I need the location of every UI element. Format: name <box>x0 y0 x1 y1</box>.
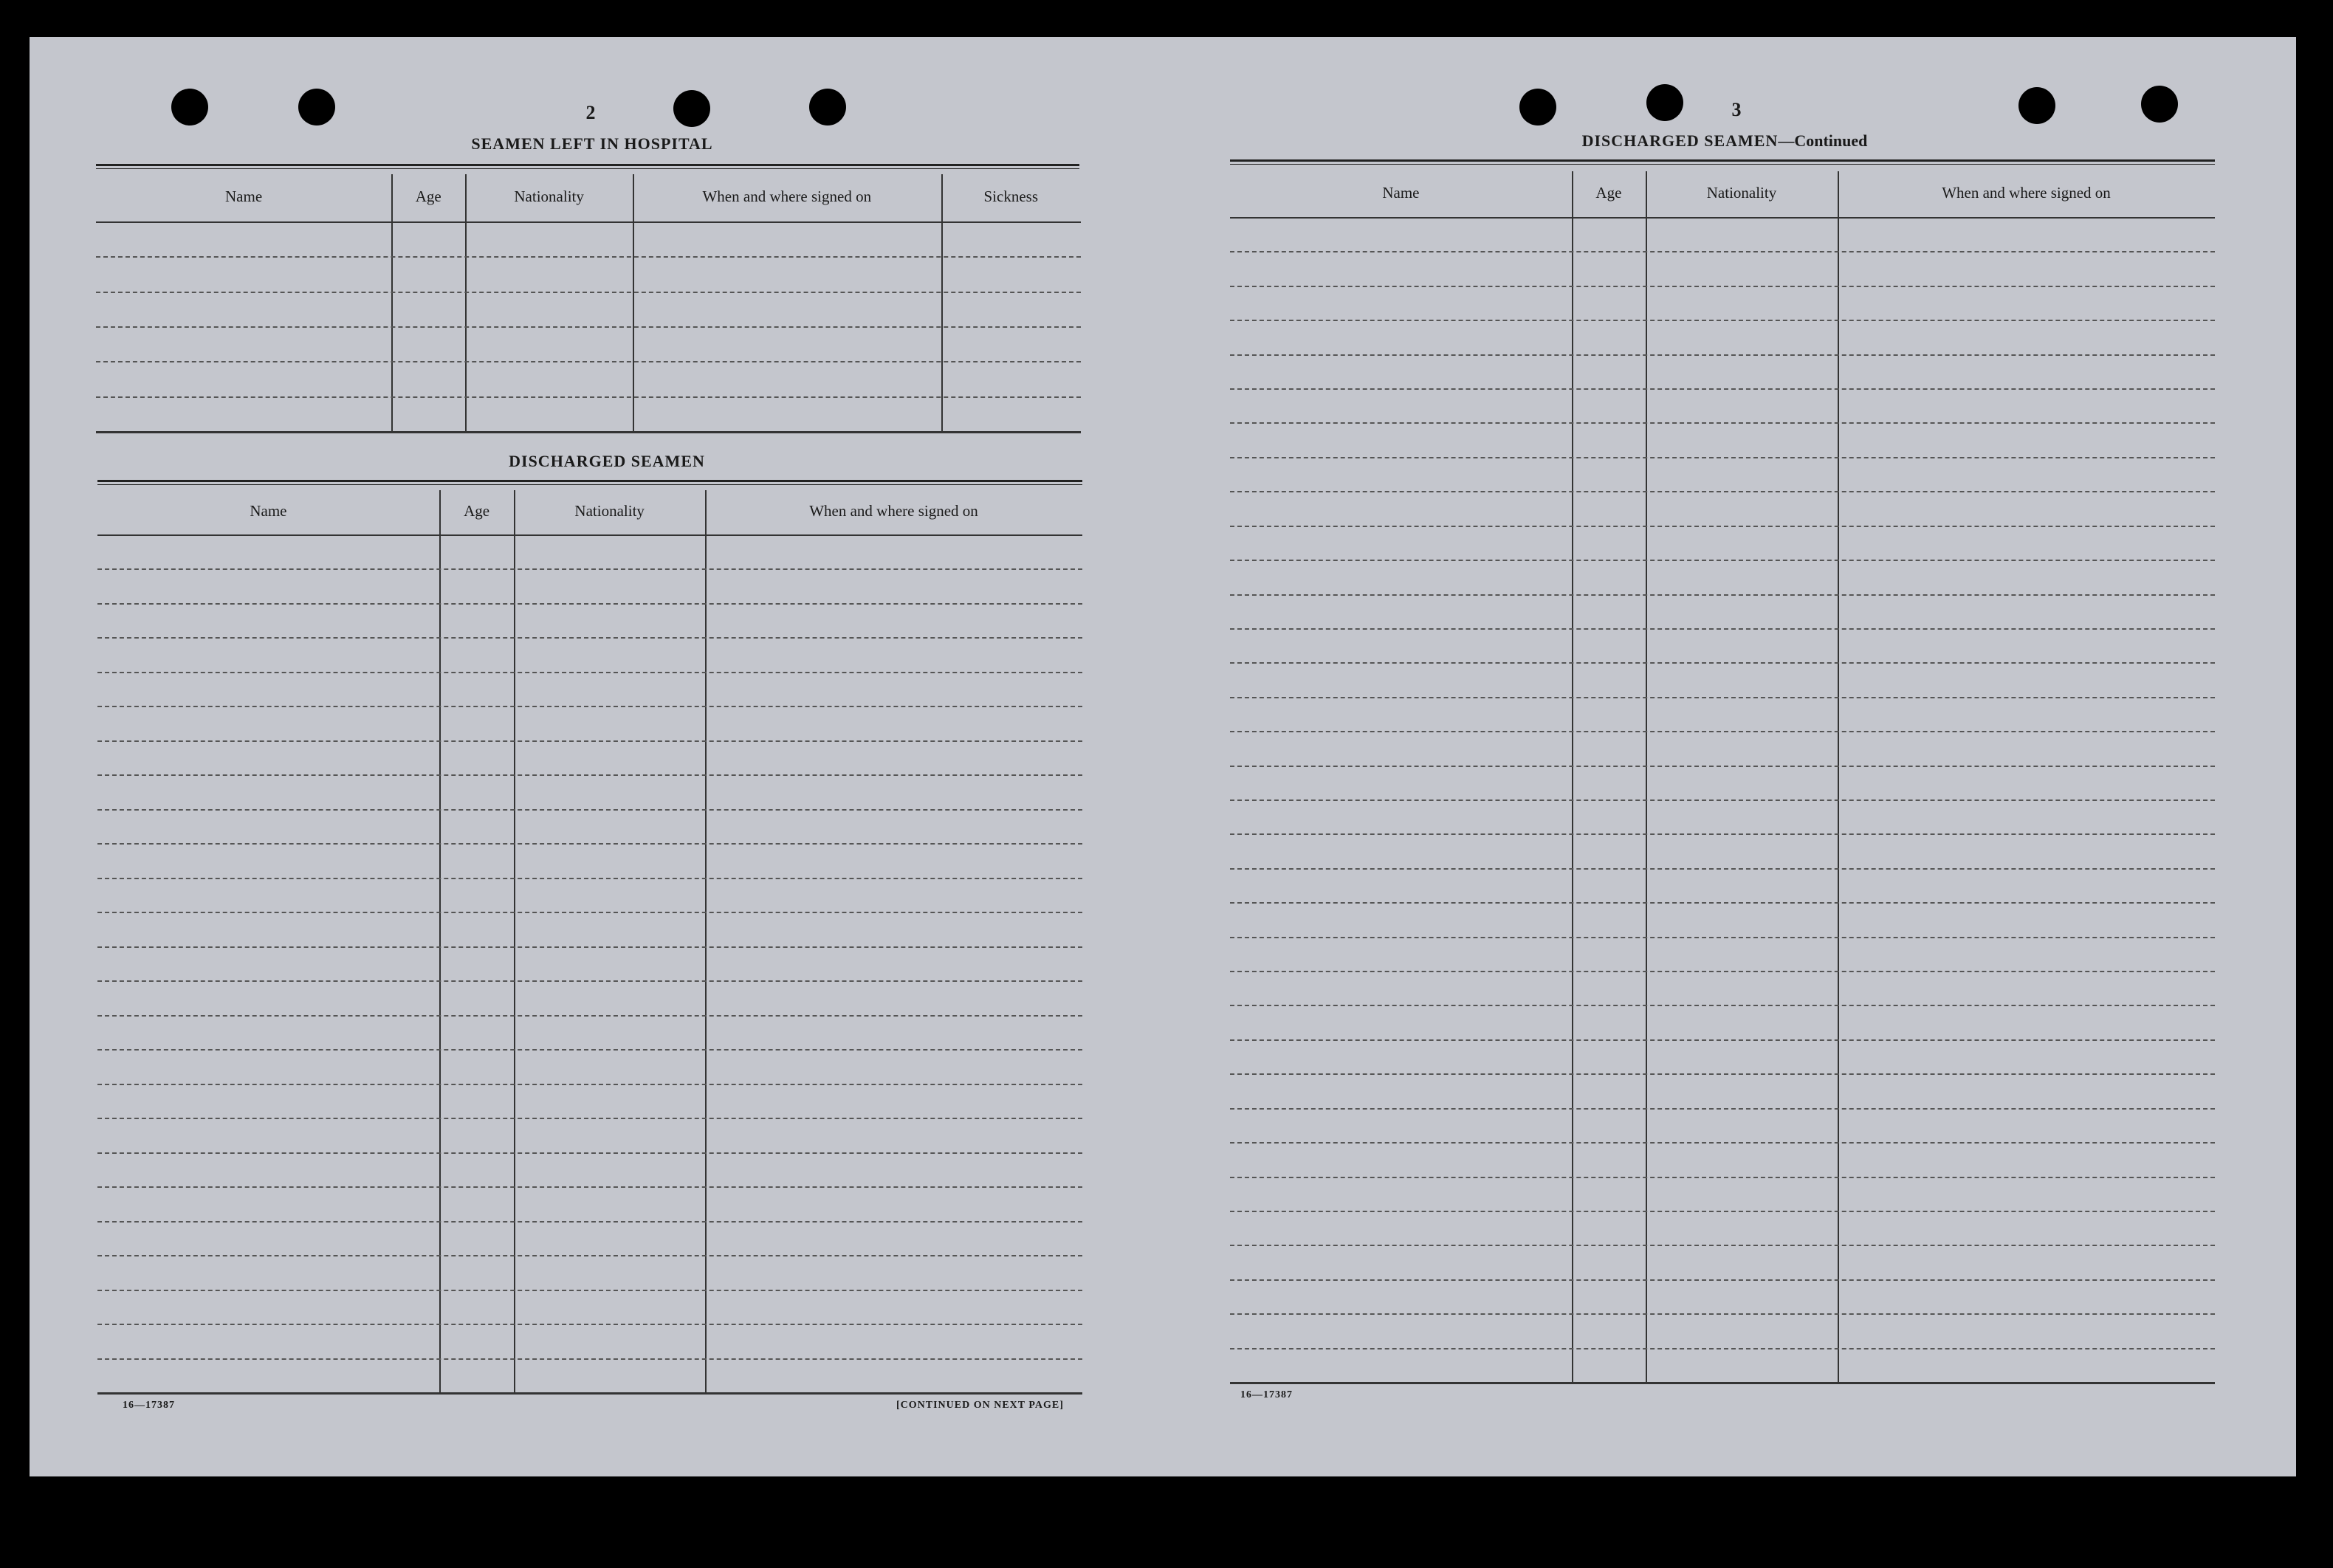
table-row-line <box>1230 937 2215 938</box>
table-row-line <box>97 980 1082 982</box>
table-row-line <box>97 809 1082 811</box>
discharged-table <box>97 490 1082 1392</box>
table-row-line <box>1230 594 2215 596</box>
column-divider <box>941 174 943 431</box>
table-row-line <box>1230 526 2215 527</box>
table-row-line <box>1230 1211 2215 1212</box>
header-rule <box>1230 217 2215 219</box>
punch-hole <box>1646 84 1683 121</box>
table-row-line <box>1230 662 2215 664</box>
table-row-line <box>97 774 1082 776</box>
column-divider <box>439 490 441 1392</box>
table-row-line <box>1230 286 2215 287</box>
table-row-line <box>97 1152 1082 1154</box>
punch-hole <box>1519 89 1556 125</box>
table-row-line <box>96 396 1081 398</box>
table-row-line <box>97 843 1082 845</box>
table-row-line <box>97 1290 1082 1291</box>
table-row-line <box>97 878 1082 879</box>
table-row-line <box>97 1186 1082 1188</box>
table-bottom-rule <box>97 1392 1082 1395</box>
hospital-title-rule <box>96 164 1079 169</box>
column-header-when-and-where-signed-on: When and where signed on <box>702 188 872 205</box>
table-row-line <box>1230 1039 2215 1041</box>
table-row-line <box>97 706 1082 707</box>
discharged-continued-title <box>1582 131 1868 151</box>
table-row-line <box>97 672 1082 673</box>
table-row-line <box>1230 902 2215 904</box>
discharged-section-title: DISCHARGED SEAMEN <box>509 452 705 470</box>
table-row-line <box>97 1221 1082 1223</box>
table-row-line <box>1230 1005 2215 1006</box>
column-header-nationality: Nationality <box>514 188 584 205</box>
punch-hole <box>2141 86 2178 123</box>
column-header-nationality: Nationality <box>574 502 645 520</box>
column-header-age: Age <box>1595 184 1622 202</box>
table-row-line <box>97 1118 1082 1119</box>
column-header-age: Age <box>464 502 490 520</box>
discharged-title-rule <box>97 480 1082 485</box>
table-row-line <box>1230 868 2215 870</box>
punch-hole <box>673 90 710 127</box>
table-row-line <box>1230 1108 2215 1110</box>
table-row-line <box>97 1255 1082 1256</box>
table-row-line <box>1230 1073 2215 1075</box>
table-row-line <box>96 256 1081 258</box>
column-header-name: Name <box>250 502 287 520</box>
table-row-line <box>97 740 1082 742</box>
table-row-line <box>1230 422 2215 424</box>
table-row-line <box>97 1324 1082 1325</box>
punch-hole <box>2018 87 2055 124</box>
table-row-line <box>1230 457 2215 458</box>
table-row-line <box>97 1358 1082 1360</box>
table-row-line <box>96 292 1081 293</box>
table-bottom-rule <box>1230 1382 2215 1384</box>
punch-hole <box>298 89 335 125</box>
discharged-continued-suffix: —Continued <box>1778 131 1868 150</box>
discharged-continued-rule <box>1230 159 2215 165</box>
discharged-continued-table <box>1230 171 2215 1382</box>
column-divider <box>1572 171 1573 1382</box>
column-divider <box>633 174 634 431</box>
table-bottom-rule <box>96 431 1081 433</box>
table-row-line <box>97 637 1082 639</box>
table-row-line <box>1230 354 2215 356</box>
table-row-line <box>1230 1177 2215 1178</box>
form-number: 16—17387 <box>123 1400 175 1411</box>
table-row-line <box>97 1049 1082 1051</box>
column-header-sickness: Sickness <box>983 188 1039 205</box>
table-row-line <box>97 568 1082 570</box>
table-row-line <box>1230 971 2215 972</box>
page-number-right: 3 <box>1731 99 1742 120</box>
table-row-line <box>1230 628 2215 630</box>
table-row-line <box>96 361 1081 362</box>
hospital-table <box>96 174 1081 431</box>
table-row-line <box>97 912 1082 913</box>
column-divider <box>1646 171 1647 1382</box>
column-header-name: Name <box>225 188 263 205</box>
header-rule <box>96 221 1081 223</box>
table-row-line <box>97 603 1082 605</box>
table-row-line <box>1230 1313 2215 1315</box>
table-row-line <box>1230 800 2215 801</box>
hospital-section-title: SEAMEN LEFT IN HOSPITAL <box>471 134 713 153</box>
continued-note: [CONTINUED ON NEXT PAGE] <box>896 1400 1064 1411</box>
table-row-line <box>1230 560 2215 561</box>
column-divider <box>465 174 467 431</box>
form-number-right: 16—17387 <box>1240 1389 1293 1400</box>
punch-hole <box>171 89 208 125</box>
column-divider <box>391 174 393 431</box>
discharged-continued-title-main: DISCHARGED SEAMEN <box>1581 131 1779 150</box>
table-row-line <box>97 946 1082 948</box>
table-row-line <box>1230 833 2215 835</box>
table-row-line <box>1230 697 2215 698</box>
column-divider <box>1838 171 1839 1382</box>
table-row-line <box>1230 1348 2215 1349</box>
header-rule <box>97 534 1082 536</box>
column-header-name: Name <box>1382 184 1420 202</box>
table-row-line <box>1230 320 2215 321</box>
table-row-line <box>1230 491 2215 492</box>
table-row-line <box>1230 731 2215 732</box>
column-header-nationality: Nationality <box>1706 184 1777 202</box>
table-row-line <box>97 1015 1082 1017</box>
page-number-left: 2 <box>585 102 596 123</box>
punch-hole <box>809 89 846 125</box>
column-header-when-and-where-signed-on: When and where signed on <box>1942 184 2111 202</box>
table-row-line <box>97 1084 1082 1085</box>
table-row-line <box>1230 1245 2215 1246</box>
table-row-line <box>96 326 1081 328</box>
table-row-line <box>1230 251 2215 252</box>
table-row-line <box>1230 388 2215 390</box>
table-row-line <box>1230 766 2215 767</box>
table-row-line <box>1230 1279 2215 1281</box>
column-divider <box>705 490 707 1392</box>
column-header-age: Age <box>415 188 441 205</box>
column-divider <box>514 490 515 1392</box>
column-header-when-and-where-signed-on: When and where signed on <box>809 502 978 520</box>
document-sheet <box>30 37 2296 1476</box>
table-row-line <box>1230 1142 2215 1144</box>
